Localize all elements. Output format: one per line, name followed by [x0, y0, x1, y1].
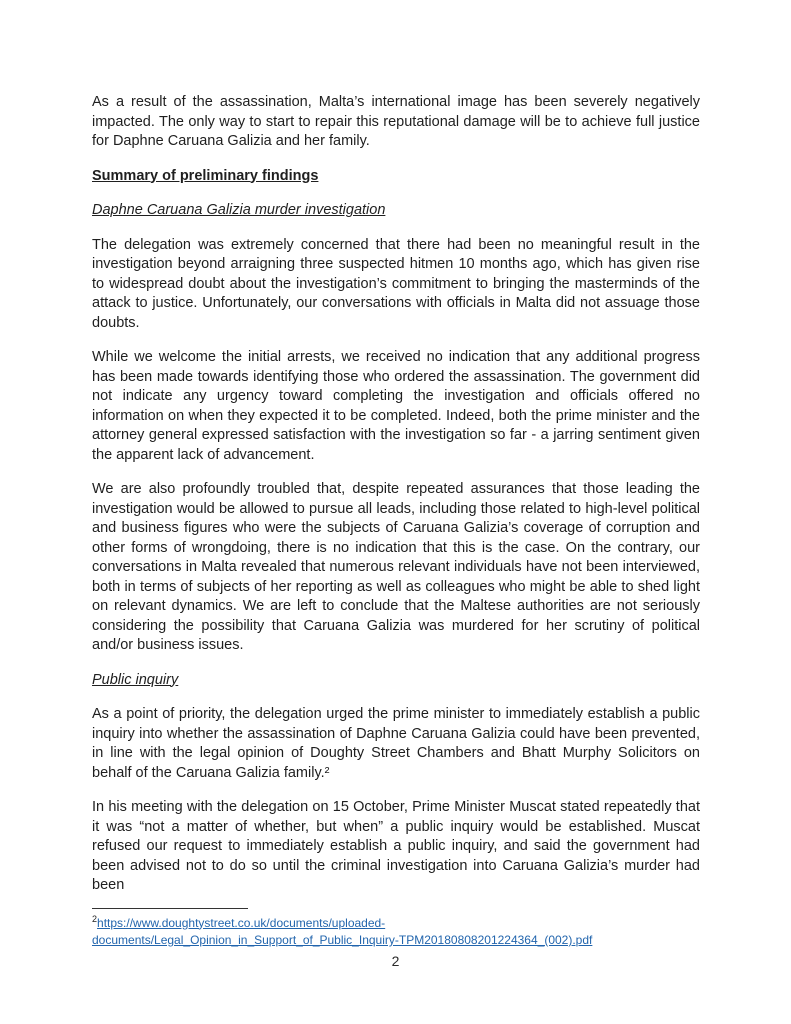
footnote-link-line2[interactable]: documents/Legal_Opinion_in_Support_of_Public_Inquiry-TPM20180808201224364_(002).pdf	[92, 933, 593, 947]
footnote-separator	[92, 908, 248, 909]
footnote	[92, 908, 700, 950]
heading-summary-of-preliminary-findings: Summary of preliminary findings	[92, 167, 319, 184]
heading-public-inquiry: Public inquiry	[92, 671, 179, 688]
paragraph-muscat-meeting: In his meeting with the delegation on 15 October, Prime Minister Muscat stated repeatedly that it was “not a matter of whether, but when” a public inquiry would be established. Muscat refused our request to immediately establish a public inquiry, and said the government had been advised not to do so until the criminal investigation into Caruana Galizia’s murder had been	[92, 799, 700, 893]
paragraph-delegation-concerned: The delegation was extremely concerned that there had been no meaningful result in the investigation beyond arraigning three suspected hitmen 10 months ago, which has given rise to widespread doubt about the investigation’s commitment to bringing the masterminds of the attack to justice. Unfortunately, our conversations with officials in Malta did not assuage those doubts.	[92, 236, 700, 331]
paragraph-initial-arrests: While we welcome the initial arrests, we received no indication that any additional progress has been made towards identifying those who ordered the assassination. The government did not indicate any urgency toward completing the investigation and officials offered no information on when they expected it to be completed. Indeed, both the prime minister and the attorney general expressed satisfaction with the investigation so far - a jarring sentiment given the apparent lack of advancement.	[92, 349, 700, 463]
footnote-marker: 2	[92, 913, 98, 924]
paragraph-profoundly-troubled: We are also profoundly troubled that, despite repeated assurances that those leading the investigation would be allowed to pursue all leads, including those related to high-level political and business figures who were the subjects of Caruana Galizia’s coverage of corruption and other forms of wrongdoing, there is no indication that this is the case. On the contrary, our conversations in Malta revealed that numerous relevant individuals have not been interviewed, both in terms of subjects of her reporting as well as colleagues who might be able to shed light on relevant dynamics. We are left to conclude that the Maltese authorities are not seriously considering the possibility that Caruana Galizia was murdered for her scrutiny of political and/or business issues.	[92, 481, 700, 653]
paragraph-intro: As a result of the assassination, Malta’s international image has been severely negatively impacted. The only way to start to repair this reputational damage will be to achieve full justice for Daphne Caruana Galizia and her family.	[92, 94, 700, 149]
paragraph-point-of-priority: As a point of priority, the delegation urged the prime minister to immediately establish a public inquiry into whether the assassination of Daphne Caruana Galizia could have been prevented, in line with the legal opinion of Doughty Street Chambers and Bhatt Murphy Solicitors on behalf of the Caruana Galizia family.²	[92, 706, 700, 781]
footnote-link-line1[interactable]: https://www.doughtystreet.co.uk/documents/uploaded-	[97, 915, 386, 930]
footnote-text	[92, 915, 700, 950]
page-number: 2	[391, 953, 400, 969]
heading-murder-investigation: Daphne Caruana Galizia murder investigation	[92, 202, 386, 218]
